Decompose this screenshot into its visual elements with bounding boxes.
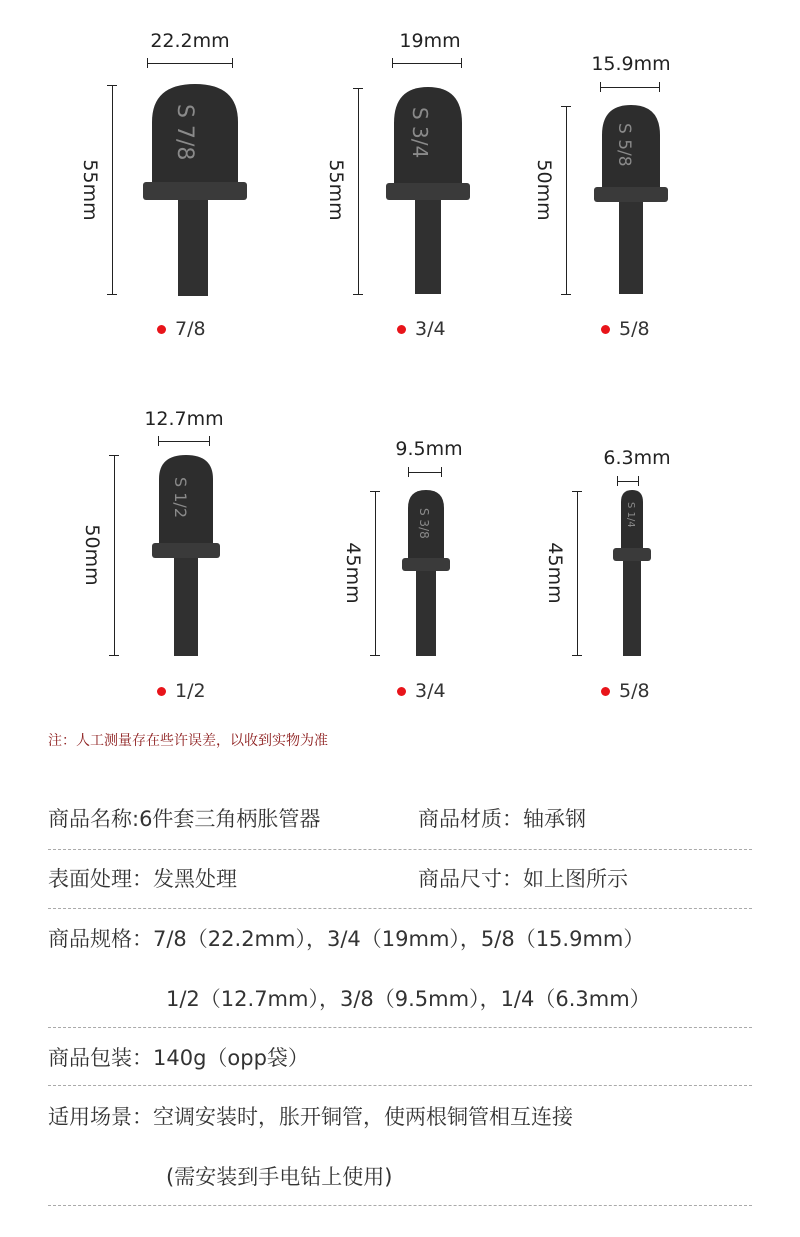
width-label: 22.2mm	[150, 30, 230, 52]
spec-usage-line2: (需安装到手电钻上使用)	[166, 1165, 393, 1189]
spec-size: 商品尺寸：如上图所示	[418, 867, 628, 891]
spec-usage-line1: 适用场景：空调安装时，胀开铜管，使两根铜管相互连接	[48, 1105, 573, 1129]
size-caption: 5/8	[601, 680, 650, 702]
tip-engraving: S 5/8	[614, 123, 634, 167]
divider	[48, 1085, 752, 1086]
expander-tool-image	[612, 488, 652, 659]
tip-engraving: S 1/2	[171, 477, 190, 518]
divider	[48, 908, 752, 909]
height-dimension-line	[375, 491, 376, 656]
width-dimension-line	[408, 472, 442, 473]
red-dot-icon	[601, 325, 610, 334]
red-dot-icon	[397, 687, 406, 696]
red-dot-icon	[601, 687, 610, 696]
expander-tool-image	[140, 82, 250, 300]
tip-engraving: S 3/8	[417, 508, 431, 539]
divider	[48, 1205, 752, 1206]
expander-tool-image	[151, 453, 221, 659]
size-caption: 1/2	[157, 680, 206, 702]
height-label: 45mm	[342, 542, 364, 604]
height-label: 50mm	[81, 524, 103, 586]
size-caption: 5/8	[601, 318, 650, 340]
size-caption: 3/4	[397, 680, 446, 702]
divider	[48, 1027, 752, 1028]
red-dot-icon	[157, 687, 166, 696]
spec-specs-line1: 商品规格：7/8（22.2mm），3/4（19mm），5/8（15.9mm）	[48, 927, 645, 951]
width-label: 15.9mm	[591, 53, 671, 75]
height-label: 55mm	[79, 159, 101, 221]
height-label: 45mm	[544, 542, 566, 604]
spec-specs-line2: 1/2（12.7mm），3/8（9.5mm），1/4（6.3mm）	[166, 987, 651, 1011]
tip-engraving: S 3/4	[408, 107, 432, 159]
spec-name: 商品名称:6件套三角柄胀管器	[48, 807, 321, 831]
tip-engraving: S 7/8	[172, 104, 197, 161]
width-label: 9.5mm	[395, 438, 463, 460]
height-dimension-line	[358, 88, 359, 295]
red-dot-icon	[397, 325, 406, 334]
height-label: 50mm	[533, 159, 555, 221]
size-caption: 7/8	[157, 318, 206, 340]
width-dimension-line	[617, 481, 639, 482]
width-dimension-line	[147, 63, 233, 64]
expander-tool-image	[592, 103, 670, 297]
width-dimension-line	[600, 87, 660, 88]
measurement-note: 注：人工测量存在些许误差，以收到实物为准	[48, 733, 328, 749]
divider	[48, 849, 752, 850]
height-label: 55mm	[325, 159, 347, 221]
tip-engraving: S 1/4	[625, 502, 636, 528]
spec-surface: 表面处理：发黑处理	[48, 867, 237, 891]
width-label: 19mm	[399, 30, 461, 52]
height-dimension-line	[114, 455, 115, 656]
width-label: 12.7mm	[144, 408, 224, 430]
expander-tool-image	[383, 85, 473, 297]
width-dimension-line	[392, 63, 462, 64]
size-caption: 3/4	[397, 318, 446, 340]
height-dimension-line	[566, 106, 567, 295]
red-dot-icon	[157, 325, 166, 334]
width-label: 6.3mm	[603, 447, 671, 469]
height-dimension-line	[577, 491, 578, 656]
spec-material: 商品材质：轴承钢	[418, 807, 586, 831]
expander-tool-image	[402, 488, 450, 659]
height-dimension-line	[112, 85, 113, 295]
width-dimension-line	[158, 441, 210, 442]
spec-package: 商品包装：140g（opp袋）	[48, 1046, 309, 1070]
